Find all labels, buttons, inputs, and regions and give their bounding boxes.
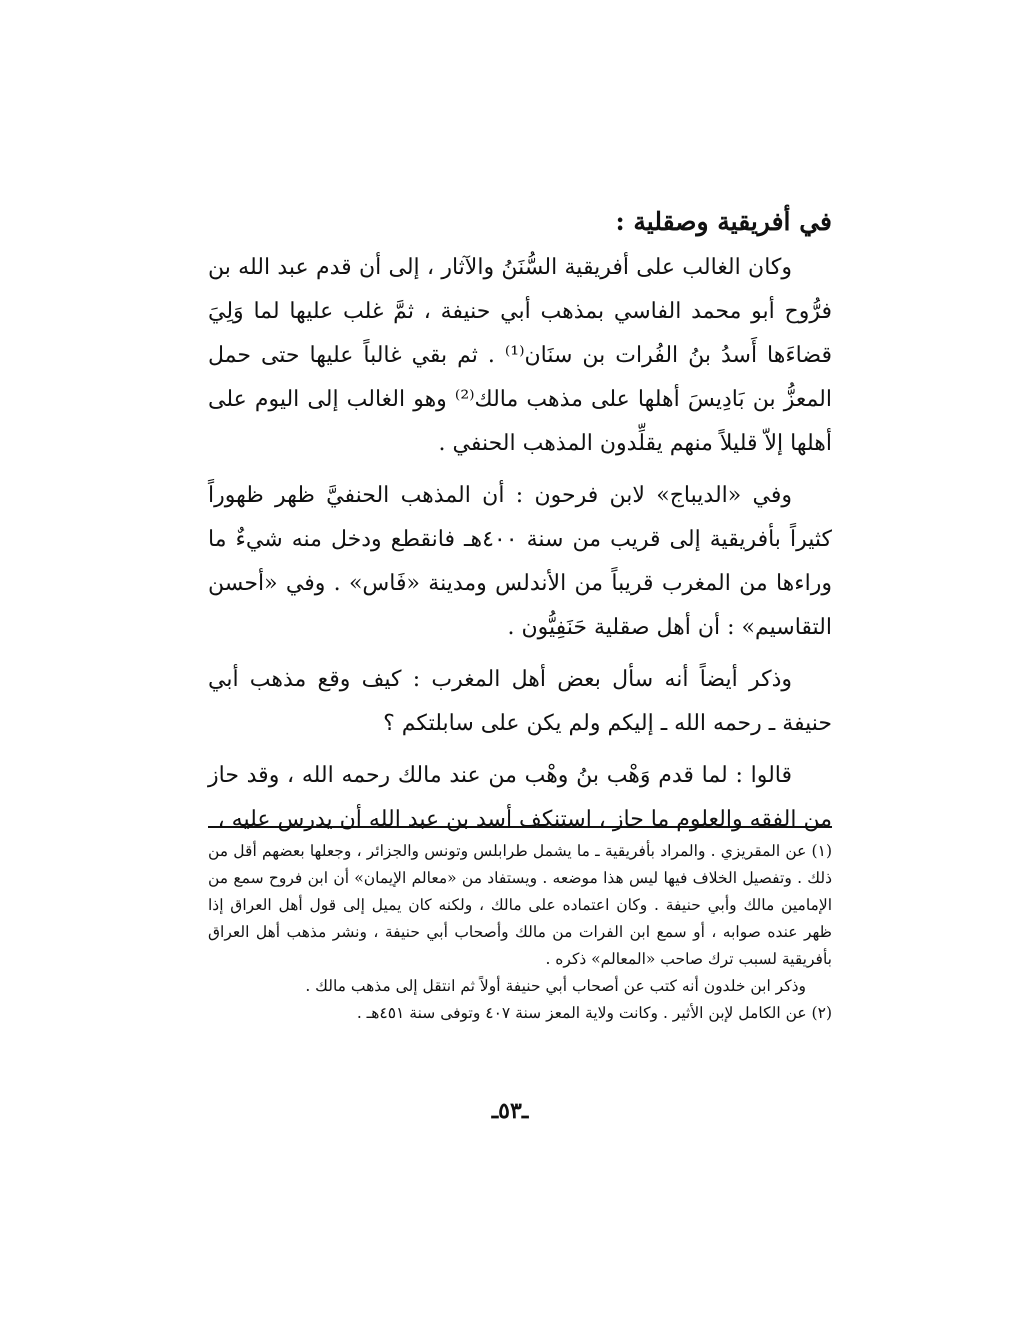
paragraph-3: وذكر أيضاً أنه سأل بعض أهل المغرب : كيف وقع مذهب أبي حنيفة ـ رحمه الله ـ إليكم ولم يكن على سابلتكم ؟ [208,667,832,736]
footnote-2: (٢) عن الكامل لإبن الأثير . وكانت ولاية المعز سنة ٤٠٧ وتوفى سنة ٤٥١هـ . [356,1004,832,1022]
paragraph-4: قالوا : لما قدم وَهْب بنُ وهْب من عند مالك رحمه الله ، وقد حاز من الفقه والعلوم ما حاز ، استنكف أسد بن عبد الله أن يدرس عليه ، [208,763,832,832]
footnote-1-continuation: وذكر ابن خلدون أنه كتب عن أصحاب أبي حنيفة أولاً ثم انتقل إلى مذهب مالك . [305,977,806,995]
main-text [208,200,832,850]
footnotes [208,838,832,1027]
paragraph-1: وكان الغالب على أفريقية السُّنَنُ والآثار ، إلى أن قدم عبد الله بن فرُّوح أبو محمد الفاسي بمذهب أبي حنيفة ، ثمَّ غلب عليها لما وَلِيَ قضاءَها أَسدُ بنُ الفُرات بن سنَان⁽¹⁾ . ثم بقي غالباً عليها حتى حمل المعزُّ بن بَادِيسَ أهلها على مذهب مالك⁽²⁾ وهو الغالب إلى اليوم على أهلها إلاّ قليلاً منهم يقلِّدون المذهب الحنفي . [208,255,832,456]
section-heading: في أفريقية وصقلية : [615,207,832,236]
footnote-divider [208,826,832,828]
footnote-1: (١) عن المقريزي . والمراد بأفريقية ـ ما يشمل طرابلس وتونس والجزائر ، وجعلها بعضهم أقل من ذلك . وتفصيل الخلاف فيها ليس هذا موضعه . ويستفاد من «معالم الإيمان» أن ابن فروح سمع من الإمامين مالك وأبي حنيفة . وكان اعتماده على مالك ، ولكنه كان يميل إلى قول أهل العراق إذا ظهر عنده صوابه ، أو سمع ابن الفرات من مالك وأصحاب أبي حنيفة ، ونشر مذهب أهل العراق بأفريقية لسبب ترك صاحب «المعالم» ذكره . [208,842,832,968]
page-number: ـ٥٣ـ [491,1098,529,1124]
paragraph-2: وفي «الديباج» لابن فرحون : أن المذهب الحنفيَّ ظهر ظهوراً كثيراً بأفريقية إلى قريب من سنة ٤٠٠هـ فانقطع ودخل منه شيءٌ ما وراءها من المغرب قريباً من الأندلس ومدينة «فَاس» . وفي «أحسن التقاسيم» : أن أهل صقلية حَنَفِيُّون . [208,483,832,640]
